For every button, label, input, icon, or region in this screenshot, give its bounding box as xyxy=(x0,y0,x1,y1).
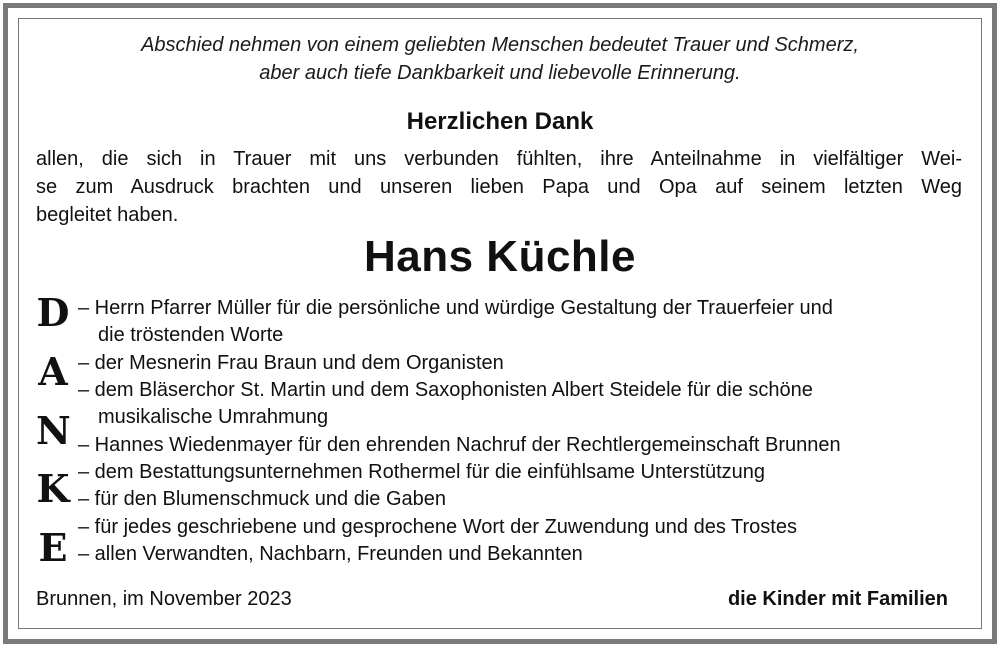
thanks-item-blaeserchor: – dem Bläserchor St. Martin und dem Saxophonisten Albert Steidele für die schöne xyxy=(78,379,813,401)
paragraph-line-2: se zum Ausdruck brachten und unseren lieben Papa und Opa auf seinem letzten Weg xyxy=(36,176,962,198)
place-date: Brunnen, im November 2023 xyxy=(36,588,292,610)
thanks-item-bestatter: – dem Bestattungsunternehmen Rothermel für die einfühlsame Unterstützung xyxy=(78,461,766,483)
signature: die Kinder mit Familien xyxy=(727,588,948,610)
thanks-item-blumen: – für den Blumenschmuck und die Gaben xyxy=(78,488,446,510)
thanks-item-verwandte: – allen Verwandten, Nachbarn, Freunden und Bekannten xyxy=(78,543,583,565)
thanks-item-pfarrer-cont: die tröstenden Worte xyxy=(98,324,284,346)
thanks-item-nachruf: – Hannes Wiedenmayer für den ehrenden Nachruf der Rechtlergemeinschaft Brunnen xyxy=(78,434,841,456)
intro-line-2: aber auch tiefe Dankbarkeit und liebevolle Erinnerung. xyxy=(259,62,741,84)
thanks-heading: Herzlichen Dank xyxy=(406,108,594,135)
danke-letter-d: D xyxy=(36,290,70,335)
intro-line-1: Abschied nehmen von einem geliebten Menschen bedeutet Trauer und Schmerz, xyxy=(141,34,859,56)
thanks-item-worte: – für jedes geschriebene und gesprochene Wort der Zuwendung und des Trostes xyxy=(78,516,797,538)
danke-letter-a: A xyxy=(38,349,68,394)
thanks-item-blaeserchor-cont: musikalische Umrahmung xyxy=(98,406,329,428)
deceased-name: Hans Küchle xyxy=(363,232,636,281)
danke-letter-e: E xyxy=(38,525,68,570)
thanks-item-pfarrer: – Herrn Pfarrer Müller für die persönliche und würdige Gestaltung der Trauerfeier und xyxy=(78,297,833,319)
paragraph-line-1: allen, die sich in Trauer mit uns verbunden fühlten, ihre Anteilnahme in vielfältiger Wei- xyxy=(36,148,962,170)
danke-letter-k: K xyxy=(36,466,70,511)
paragraph-line-3: begleitet haben. xyxy=(36,204,179,226)
thanks-item-mesnerin: – der Mesnerin Frau Braun und dem Organisten xyxy=(78,352,504,374)
danke-letter-n: N xyxy=(36,408,71,453)
